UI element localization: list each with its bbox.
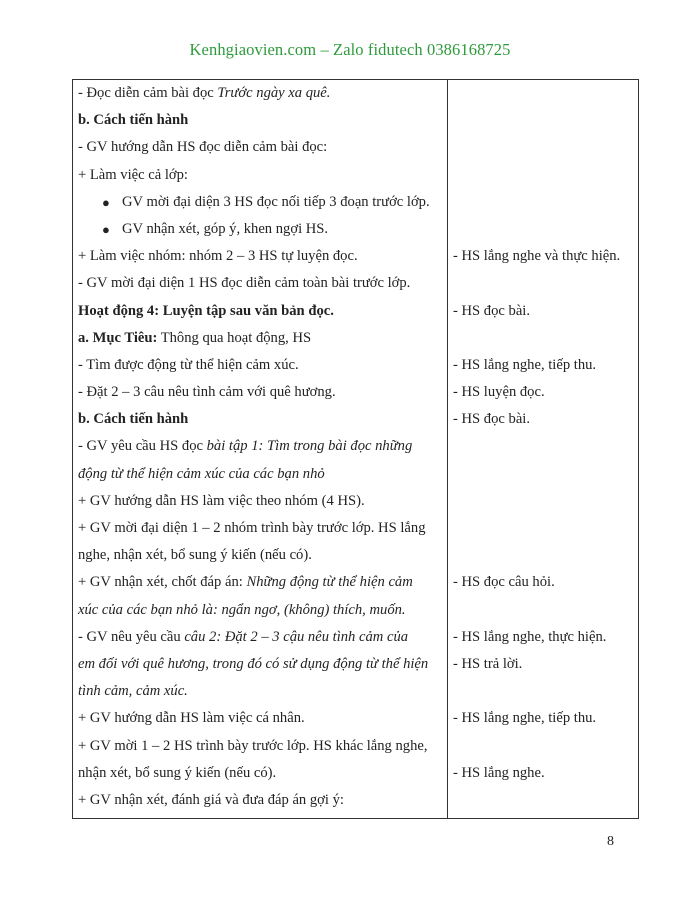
- teacher-line: [78, 461, 442, 488]
- teacher-line: [78, 760, 442, 787]
- bullet-text: GV nhận xét, góp ý, khen ngợi HS.: [122, 220, 329, 237]
- line-text: + GV mời đại diện 1 – 2 nhóm trình bày trước lớp. HS lắng: [78, 520, 426, 536]
- student-line: [453, 542, 638, 569]
- teacher-line: [78, 298, 442, 325]
- student-line: [453, 80, 638, 107]
- line-text: + Làm việc nhóm: nhóm 2 – 3 HS tự luyện đọc.: [78, 248, 358, 265]
- bullet-icon: ●: [102, 194, 110, 210]
- line-text: - GV nêu yêu cầu: [78, 628, 185, 645]
- teacher-line: [78, 270, 442, 297]
- page-number: 8: [607, 834, 614, 849]
- teacher-line: [78, 406, 442, 433]
- teacher-activities-column: [78, 80, 442, 814]
- italic-text: Trước ngày xa quê.: [217, 85, 331, 101]
- student-line: [453, 597, 638, 624]
- bold-text: b. Cách tiến hành: [78, 112, 189, 129]
- student-line: [453, 515, 638, 542]
- student-line: [453, 678, 638, 705]
- student-line: - HS lắng nghe, tiếp thu.: [453, 356, 597, 373]
- bold-text: b. Cách tiến hành: [78, 411, 189, 428]
- student-line: - HS lắng nghe, thực hiện.: [453, 628, 607, 645]
- line-text: + GV hướng dẫn HS làm việc theo nhóm (4 HS).: [78, 492, 365, 509]
- italic-text: động từ thể hiện cảm xúc của các bạn nhỏ: [78, 465, 325, 482]
- line-text: nhận xét, bổ sung ý kiến (nếu có).: [78, 764, 277, 781]
- teacher-line: [78, 705, 442, 732]
- teacher-line: [78, 216, 442, 243]
- student-line: [453, 107, 638, 134]
- italic-text: câu 2: Đặt 2 – 3 cậu nêu tình cảm của: [184, 628, 409, 645]
- teacher-line: [78, 189, 442, 216]
- student-line: [453, 134, 638, 161]
- line-text: - GV mời đại diện 1 HS đọc diễn cảm toàn bài trước lớp.: [78, 275, 411, 292]
- student-line: - HS lắng nghe, tiếp thu.: [453, 710, 597, 727]
- teacher-line: [78, 651, 442, 678]
- line-text: + GV nhận xét, đánh giá và đưa đáp án gợi ý:: [78, 791, 344, 808]
- student-line: - HS luyện đọc.: [453, 384, 545, 401]
- bullet-text: GV mời đại diện 3 HS đọc nối tiếp 3 đoạn trước lớp.: [122, 193, 430, 210]
- italic-text: xúc của các bạn nhỏ là: ngẩn ngơ, (không) thích, muốn.: [78, 601, 406, 618]
- bullet-icon: ●: [102, 221, 110, 237]
- line-text: + GV mời 1 – 2 HS trình bày trước lớp. HS khác lắng nghe,: [78, 737, 428, 754]
- teacher-line: [78, 243, 442, 270]
- line-text: + Làm việc cả lớp:: [78, 166, 188, 183]
- line-text: - GV yêu cầu HS đọc: [78, 438, 207, 455]
- teacher-line: [78, 624, 442, 651]
- student-line: [453, 433, 638, 460]
- student-line: [453, 162, 638, 189]
- teacher-line: [78, 678, 442, 705]
- teacher-line: [78, 107, 442, 134]
- teacher-line: [78, 787, 442, 814]
- teacher-line: [78, 379, 442, 406]
- teacher-line: [78, 542, 442, 569]
- student-line: - HS đọc bài.: [453, 411, 531, 428]
- student-line: - HS trả lời.: [453, 655, 523, 672]
- site-header: Kenhgiaovien.com – Zalo fidutech 0386168725: [189, 40, 511, 59]
- bold-text: Hoạt động 4: Luyện tập sau văn bản đọc.: [78, 302, 334, 319]
- student-line: [453, 461, 638, 488]
- line-text: - Đọc diễn cảm bài đọc: [78, 85, 218, 101]
- student-line: [453, 733, 638, 760]
- teacher-line: [78, 433, 442, 460]
- line-text: Thông qua hoạt động, HS: [157, 329, 312, 346]
- student-line: [453, 325, 638, 352]
- teacher-line: [78, 162, 442, 189]
- teacher-line: [78, 134, 442, 161]
- teacher-line: [78, 597, 442, 624]
- line-text: - Đặt 2 – 3 câu nêu tình cảm với quê hương.: [78, 384, 336, 401]
- student-line: - HS lắng nghe.: [453, 764, 545, 781]
- italic-text: tình cảm, cảm xúc.: [78, 683, 188, 700]
- student-line: [453, 787, 638, 814]
- column-divider: [447, 80, 448, 818]
- italic-text: em đối với quê hương, trong đó có sử dụng động từ thể hiện: [78, 655, 429, 672]
- student-activities-column: [453, 80, 638, 814]
- lesson-table: [72, 79, 639, 819]
- italic-text: Những động từ thể hiện cảm: [246, 574, 413, 591]
- line-text: + GV hướng dẫn HS làm việc cá nhân.: [78, 710, 305, 727]
- italic-text: bài tập 1: Tìm trong bài đọc những: [206, 438, 413, 455]
- student-line: [453, 216, 638, 243]
- student-line: [453, 270, 638, 297]
- line-text: + GV nhận xét, chốt đáp án:: [78, 574, 247, 591]
- student-line: - HS đọc bài.: [453, 302, 531, 319]
- teacher-line: [78, 569, 442, 596]
- student-line: - HS lắng nghe và thực hiện.: [453, 248, 621, 265]
- teacher-line: [78, 325, 442, 352]
- bold-text: a. Mục Tiêu:: [78, 329, 158, 346]
- student-line: [453, 189, 638, 216]
- line-text: - GV hướng dẫn HS đọc diễn cảm bài đọc:: [78, 139, 328, 156]
- teacher-line: [78, 515, 442, 542]
- teacher-line: [78, 488, 442, 515]
- student-line: - HS đọc câu hỏi.: [453, 574, 555, 591]
- teacher-line: [78, 80, 442, 107]
- line-text: - Tìm được động từ thể hiện cảm xúc.: [78, 356, 299, 373]
- teacher-line: [78, 352, 442, 379]
- line-text: nghe, nhận xét, bổ sung ý kiến (nếu có).: [78, 547, 312, 564]
- teacher-line: [78, 733, 442, 760]
- student-line: [453, 488, 638, 515]
